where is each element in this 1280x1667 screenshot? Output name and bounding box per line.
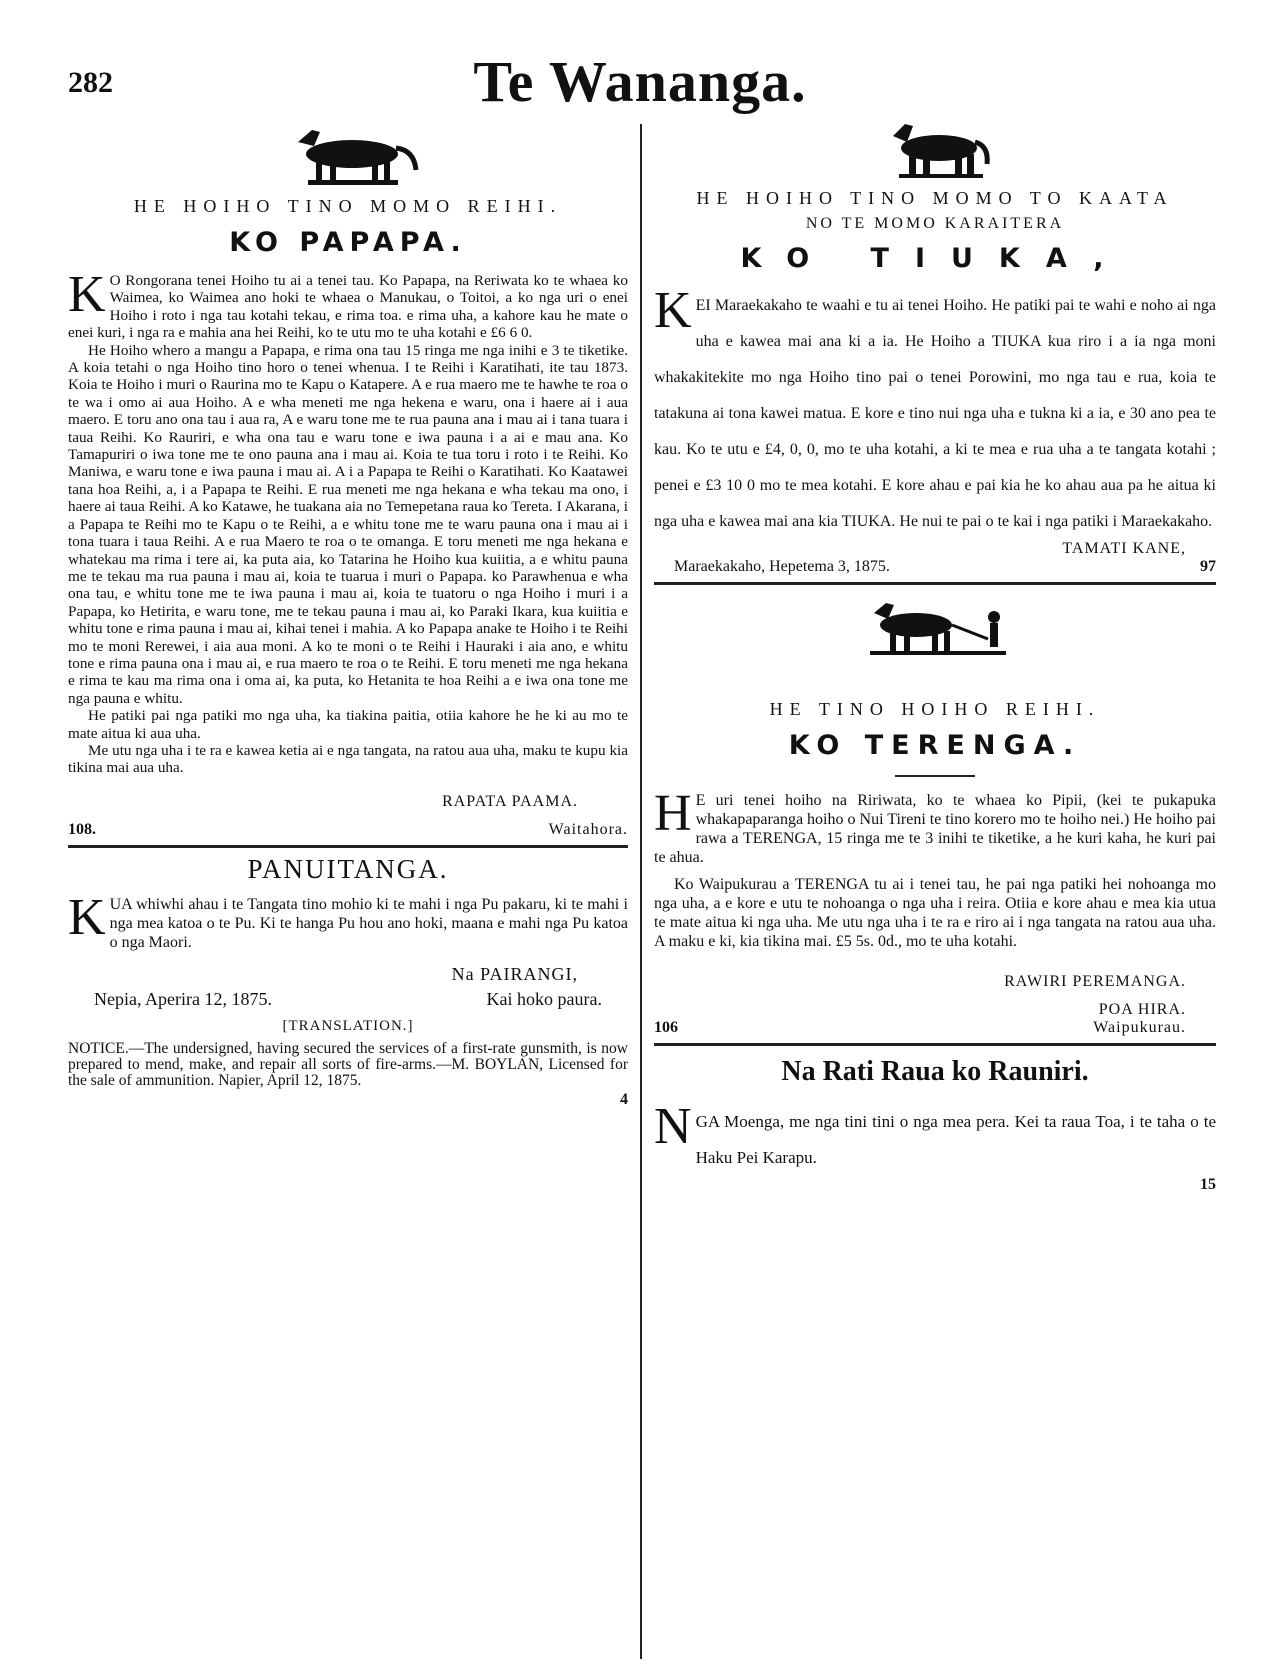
ad-number: 15 (1200, 1176, 1216, 1193)
plough-horse-icon (860, 599, 1010, 659)
signature: TAMATI KANE, (1062, 540, 1186, 557)
ad-subheading: NO TE MOMO KARAITERA (805, 215, 1065, 232)
translation-text: NOTICE.—The undersigned, having secured the services of a first-rate gunsmith, is now prepared to mend, make, and repair all sorts of fire-arms.—M. BOYLAN, Licensed for the sale of ammunition. Napier, April 12, 1875. (68, 1039, 628, 1089)
ad-paragraph: He Hoiho whero a mangu a Papapa, e rima ona tau 15 ringa me nga inihi e 3 te tiketike. A koia tetahi o nga Hoiho tino horo o tenei whenua. I te Reihi i Karatihati, ite tau 1873. Koia te Hoiho i muri o Raurina mo te Kapu o Katapere. A e rua maero me te hawhe te roa o te wa i omo ai aua Hoiho. A e wha meneti me nga hekena e waru, ona i haere ai i aua maero. E toru ano ona tau i aua ra, A e waru tone me te rua pauna ana i mau ai i tana tuara i taua Reihi. Ko Rauriri, e wha ona tau e waru tone e iwa pauna i a ai e mau ana. Ko Tamapuriri o iwa tone me te ono pauna ana i mau ai. Koia te tua toru i roto i te Reihi. Ko Maniwa, e waru tone e iwa pauna i mau ai. A i a Papapa te Reihi o Karatihati. Ko Kaatawei tana hoa Reihi, a, i a Papapa te Reihi. E rua meneti me nga hekana e wha tekau ma ono, i haere ai taua Reihi. A ko Katawe, he tuakana aia no Temepetana raua ko Tereta. I Akarana, i a Papapa te Reihi mo te Kapu o te Reihi, a e whitu tone me te waru pauna ona i mau ai i tona tuara i taua Reihi. A e rua Maero te roa o te omanga. E toru meneti me nga hekana e whatekau ma rima i tere ai, ka puta aia, ko Tatarina he Hoiho kua kuiitia, a e whitu pauna me te tekau ma rua pauna i mau ai, koia te tuarua i muri o Papapa. ko Parawhenua e wha ona tau, e whitu tone me te iwa pauna i mau ai, koia te tuatoru o nga Hoiho i muri i a Papapa, ko Hetirita, e waru tone, me te tekau pauna i mau ai, ko Paraki Ikara, kua kuiitia e whitu tone e rima pauna i mau ai, kihai tenei i mahia. A ko Papapa anake te Hoiho i te Reihi mo te moni Rerewei, i aia aua moni. A ko te moni o te Reihi i Hauraki i aia ano, e whitu tone e rima pauna ona i mau ai, e rua maero te roa o te Reihi. E toru meneti me nga hekana e rima te kau ma rima ona i oma ai, ka puta, ko Hetanita te hoa Reihi a e iwa ona tone me nga pauna e whitu. (68, 341, 628, 707)
place-name: Waitahora. (548, 820, 628, 838)
notice-body (68, 888, 628, 952)
drop-cap: H (654, 785, 692, 842)
ad-heading: HE HOIHO TINO MOMO REIHI. (133, 196, 563, 216)
signature: POA HIRA. (1098, 1001, 1186, 1018)
ad-text: GA Moenga, me nga tini tini o nga mea pera. Kei ta raua Toa, i te taha o te Haku Pei Karapu. (695, 1112, 1216, 1167)
horse-name: KO TIUKA, (740, 243, 1130, 274)
notice-date: Nepia, Aperira 12, 1875. (94, 988, 272, 1009)
ad-heading: HE HOIHO TINO MOMO TO KAATA (696, 188, 1174, 208)
section-divider (654, 1043, 1216, 1046)
ad-heading: HE TINO HOIHO REIHI. (769, 699, 1101, 719)
drop-cap: N (654, 1098, 692, 1155)
notice-text: UA whiwhi ahau i te Tangata tino mohio ki te mahi i nga Pu pakaru, ki te mahi i nga mea katoa o te Pu. Ki te hanga Pu hou ano hoki, maana e mahi nga Pu katoa o nga Maori. (109, 895, 628, 951)
drop-cap: K (68, 888, 106, 946)
ad-body (654, 1098, 1216, 1176)
horse-name: KO PAPAPA. (229, 227, 467, 258)
right-column (654, 120, 1216, 1194)
masthead-title: Te Wananga. (473, 49, 807, 114)
ad-body (654, 282, 1216, 540)
ad-paragraph: E uri tenei hoiho na Ririwata, ko te whaea ko Pipii, (kei te pukapuka whakapaparanga hoiho o Nui Tireni te tino korero mo te hoiho nei.) He hoiho pai rawa a TERENGA, 15 ringa me te 3 inihi te tiketike, a he kuri kaha, he kuri pai te ahua. (654, 792, 1216, 866)
ad-paragraph: Me utu nga uha i te ra e kawea ketia ai e nga tangata, na ratou aua uha, maku te kupu kia tikina mai aua uha. (68, 741, 628, 777)
page-number: 282 (68, 66, 113, 99)
ad-paragraph: Ko Waipukurau a TERENGA tu ai i tenei tau, he pai nga patiki hei nohoanga mo nga uha, a e kore e utu te nohoanga o nga uha i reira. Otiia e kore ahau e mea kia utua te mate aitua ki nga uha. Me utu nga uha i te ra e riro ai i nga tangata na ratou aua uha. A maku e ki, kia tikina mai. £5 5s. 0d., mo te uha kotahi. (654, 876, 1216, 950)
horse-name: KO TERENGA. (788, 730, 1082, 761)
section-divider (654, 582, 1216, 585)
ad-paragraph: He patiki pai nga patiki mo nga uha, ka tiakina paitia, otiia kahore he he ki au mo te mate aitua ki aua uha. (68, 707, 628, 742)
ad-paragraph: O Rongorana tenei Hoiho tu ai a tenei tau. Ko Papapa, na Reriwata ko te whaea ko Waimea, ko Waimea ano hoki te whaea o Manukau, o Toitoi, a ko nga uri o enei Hoiho i roto i nga tau kotahi tekau, e rima toa. e rima uha, a kahore kau he mate o enei kuri, i nga ra e mahia ana hei Reihi, ko te utu mo te uha kotahi e £6 6 0. (68, 272, 628, 342)
draught-horse-icon (875, 120, 995, 180)
signature: RAWIRI PEREMANGA. (1004, 973, 1186, 990)
left-column (68, 120, 628, 1109)
ad-body (654, 785, 1216, 951)
racehorse-icon (268, 120, 428, 188)
drop-cap: K (654, 282, 692, 339)
column-divider (640, 124, 642, 1659)
ad-date: Maraekakaho, Hepetema 3, 1875. (674, 558, 890, 575)
ad-text: EI Maraekakaho te waahi e tu ai tenei Hoiho. He patiki pai te wahi e noho ai nga uha e kawea mai ana ki a ia. He Hoiho a TIUKA kua riro i a ia nga moni whakakitekite mo nga Hoiho tino pai o tenei Porowini, mo nga tau e rua, koia te tatakuna ai tona kawei matua. E kore e tino nui nga uha e tukna ki a ia, e 30 ano pea te kau. Ko te utu e £4, 0, 0, mo te uha kotahi, a ki te mea e rua uha a te tangata kotahi ; penei e £3 10 0 mo te mea kotahi. E kore ahau e pai kia he ko ahau aua pa he aitua ki nga uha e kawea mai ana kia TIUKA. He nui te pai o te kai i nga patiki i Maraekakaho. (654, 297, 1216, 530)
notice-seller: Kai hoko paura. (486, 988, 602, 1009)
place-name: Waipukurau. (1093, 1019, 1186, 1036)
signature: RAPATA PAAMA. (442, 792, 578, 810)
ad-number: 108. (68, 820, 96, 838)
ad-heading: Na Rati Raua ko Rauniri. (781, 1056, 1089, 1087)
ad-number: 97 (1200, 558, 1216, 575)
drop-cap: K (68, 266, 106, 323)
short-divider (895, 775, 975, 777)
signature: Na PAIRANGI, (451, 963, 578, 984)
ad-number: 4 (620, 1090, 628, 1108)
section-divider (68, 845, 628, 848)
notice-heading: PANUITANGA. (247, 853, 449, 884)
ad-body (68, 266, 628, 777)
ad-number: 106 (654, 1019, 678, 1036)
translation-label: [TRANSLATION.] (282, 1017, 414, 1034)
